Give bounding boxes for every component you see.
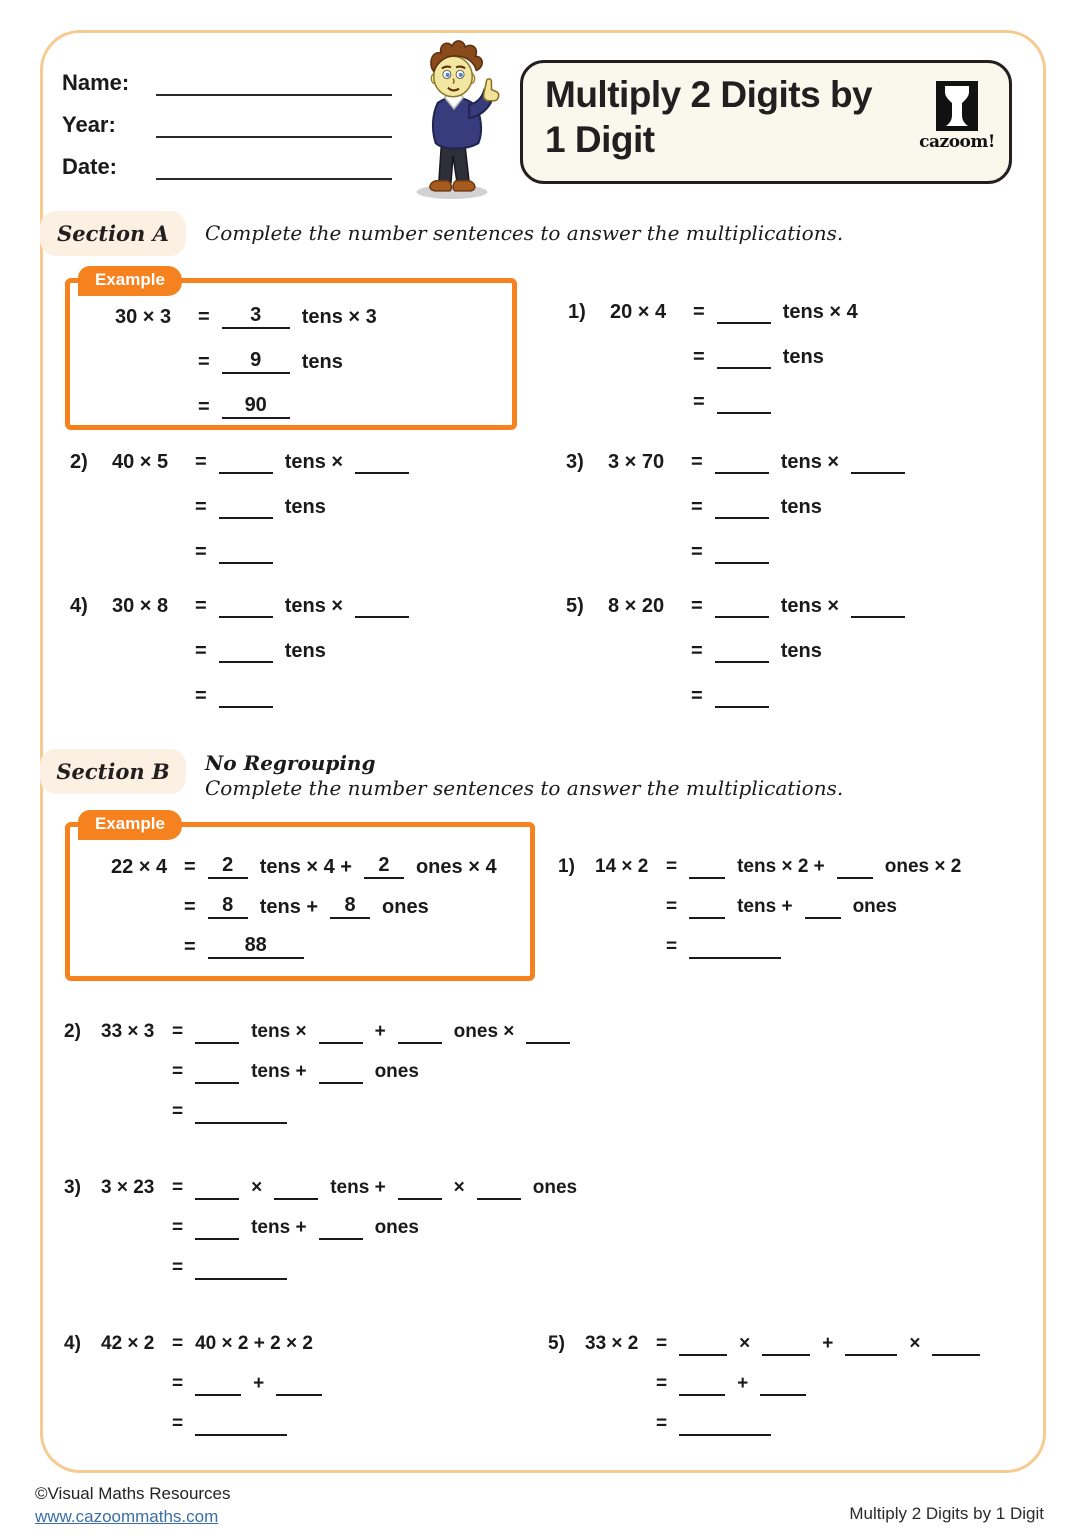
spacer (112, 707, 183, 708)
math-text: ones × 4 (415, 856, 497, 878)
math-text: tens + (259, 896, 319, 918)
spacer (558, 958, 583, 959)
math-text: = (656, 1413, 668, 1434)
spacer (115, 373, 186, 374)
year-input-line (156, 109, 392, 138)
answer-blank (805, 893, 841, 919)
math-text: tens × 4 + (259, 856, 352, 878)
answer-blank (195, 1018, 239, 1044)
problem-b2 (64, 1018, 570, 1138)
section-b-subtitle: No Regrouping (205, 751, 376, 775)
answer-blank (195, 1370, 241, 1396)
math-text: = (656, 1373, 668, 1394)
math-text: × (251, 1177, 263, 1198)
answer-blank (319, 1018, 363, 1044)
answer-blank (689, 933, 781, 959)
footer-copyright: ©Visual Maths Resources (35, 1484, 231, 1503)
math-text: = (691, 640, 703, 662)
footer-left (35, 1482, 231, 1528)
section-a-header (40, 211, 186, 256)
math-text: 2) (70, 451, 88, 473)
math-text: tens + (737, 896, 793, 917)
math-text: tens (284, 496, 326, 518)
answer-blank (274, 1174, 318, 1200)
math-text: 3 × 70 (608, 451, 665, 473)
section-a-instruction: Complete the number sentences to answer the multiplications. (205, 221, 844, 245)
number-sentence-line (568, 298, 858, 324)
math-text: 3) (566, 451, 584, 473)
example-tab: Example (78, 810, 182, 840)
answer-blank (219, 592, 273, 618)
math-text: tens (780, 496, 822, 518)
answer-blank (717, 298, 771, 324)
math-text: + (253, 1373, 265, 1394)
section-a-label: Section A (57, 221, 169, 246)
section-a-example-lines (70, 283, 512, 419)
math-text: = (656, 1333, 668, 1354)
math-text: + (822, 1333, 834, 1354)
math-text: × (453, 1177, 465, 1198)
answer-blank (715, 448, 769, 474)
answer-blank (219, 448, 273, 474)
number-sentence-line (566, 493, 905, 519)
math-text: = (172, 1177, 184, 1198)
math-text: = (195, 640, 207, 662)
mascot-boy-illustration (406, 38, 502, 205)
math-text: 1) (568, 301, 586, 323)
spacer (585, 1435, 644, 1436)
number-sentence-line (111, 893, 530, 919)
answer-blank (195, 1058, 239, 1084)
spacer (112, 518, 183, 519)
math-text: = (184, 896, 196, 918)
math-text: = (172, 1217, 184, 1238)
answer-blank (715, 493, 769, 519)
spacer (558, 918, 583, 919)
spacer (64, 1395, 89, 1396)
math-text: 20 × 4 (610, 301, 667, 323)
number-sentence-line (566, 448, 905, 474)
spacer (568, 413, 598, 414)
number-sentence-line (548, 1330, 980, 1356)
answer-blank (398, 1018, 442, 1044)
number-sentence-line (558, 933, 961, 959)
math-text: = (693, 346, 705, 368)
spacer (566, 518, 596, 519)
spacer (610, 413, 681, 414)
math-text: = (693, 301, 705, 323)
answer-value: 8 (330, 893, 370, 919)
answer-blank (355, 448, 409, 474)
spacer (112, 662, 183, 663)
math-text: 4) (64, 1333, 81, 1354)
spacer (608, 662, 679, 663)
spacer (608, 707, 679, 708)
answer-blank (219, 493, 273, 519)
answer-value: 3 (222, 303, 290, 329)
example-tab: Example (78, 266, 182, 296)
math-text: = (691, 451, 703, 473)
name-input-line (156, 67, 392, 96)
math-text: + (737, 1373, 749, 1394)
math-text: 3) (64, 1177, 81, 1198)
number-sentence-line (568, 388, 858, 414)
math-text: = (666, 896, 678, 917)
answer-blank (932, 1330, 980, 1356)
title-line-2: 1 Digit (545, 119, 655, 160)
spacer (101, 1239, 160, 1240)
number-sentence-line (70, 538, 409, 564)
answer-blank (477, 1174, 521, 1200)
math-text: = (195, 541, 207, 563)
math-text: ones × (453, 1021, 515, 1042)
answer-blank (195, 1410, 287, 1436)
number-sentence-line (64, 1410, 322, 1436)
title-line-1: Multiply 2 Digits by (545, 74, 873, 115)
math-text: = (172, 1333, 184, 1354)
spacer (64, 1083, 89, 1084)
math-text: 33 × 3 (101, 1021, 155, 1042)
number-sentence-line (64, 1058, 570, 1084)
number-sentence-line (566, 592, 905, 618)
number-sentence-line (64, 1018, 570, 1044)
math-text: tens + (251, 1217, 307, 1238)
math-text: = (691, 685, 703, 707)
answer-blank (851, 448, 905, 474)
math-text: = (172, 1101, 184, 1122)
answer-blank (715, 637, 769, 663)
spacer (548, 1395, 573, 1396)
answer-blank (219, 637, 273, 663)
math-text: = (172, 1257, 184, 1278)
answer-blank (762, 1330, 810, 1356)
math-text: = (666, 856, 678, 877)
math-text: 5) (566, 595, 584, 617)
math-text: 42 × 2 (101, 1333, 155, 1354)
number-sentence-line (64, 1214, 577, 1240)
math-text: = (195, 496, 207, 518)
problem-a3 (566, 448, 905, 583)
math-text: tens × (284, 451, 344, 473)
math-text: tens (780, 640, 822, 662)
answer-blank (319, 1214, 363, 1240)
year-field-row (62, 108, 392, 138)
logo-drum-icon (936, 81, 978, 131)
spacer (70, 518, 100, 519)
math-text: tens × (780, 451, 840, 473)
answer-value: 8 (208, 893, 248, 919)
answer-blank (355, 592, 409, 618)
answer-value: 88 (208, 933, 304, 959)
math-text: tens × (284, 595, 344, 617)
spacer (111, 958, 172, 959)
answer-blank (526, 1018, 570, 1044)
math-text: ones × 2 (884, 856, 962, 877)
answer-blank (195, 1254, 287, 1280)
title-box (520, 60, 1012, 184)
number-sentence-line (558, 853, 961, 879)
spacer (64, 1435, 89, 1436)
spacer (111, 918, 172, 919)
number-sentence-line (115, 348, 512, 374)
number-sentence-line (115, 303, 512, 329)
answer-value: 2 (364, 853, 404, 879)
name-label: Name: (62, 70, 130, 95)
section-b-instruction: Complete the number sentences to answer the multiplications. (205, 776, 844, 800)
answer-blank (689, 893, 725, 919)
number-sentence-line (566, 682, 905, 708)
worksheet-title (545, 72, 872, 162)
answer-blank (845, 1330, 897, 1356)
answer-blank (195, 1214, 239, 1240)
spacer (64, 1279, 89, 1280)
number-sentence-line (70, 448, 409, 474)
spacer (64, 1123, 89, 1124)
math-text: = (691, 496, 703, 518)
spacer (112, 563, 183, 564)
math-text: tens × (251, 1021, 307, 1042)
math-text: tens (301, 351, 343, 373)
answer-blank (319, 1058, 363, 1084)
spacer (70, 563, 100, 564)
answer-value: 2 (208, 853, 248, 879)
answer-blank (760, 1370, 806, 1396)
problem-b4 (64, 1330, 322, 1450)
answer-blank (717, 388, 771, 414)
answer-blank (276, 1370, 322, 1396)
math-text: = (691, 595, 703, 617)
year-label: Year: (62, 112, 116, 137)
answer-blank (679, 1370, 725, 1396)
answer-value: 90 (222, 393, 290, 419)
math-text: 2) (64, 1021, 81, 1042)
math-text: = (172, 1373, 184, 1394)
math-text: = (172, 1021, 184, 1042)
math-text: 22 × 4 (111, 856, 168, 878)
math-text: = (172, 1413, 184, 1434)
problem-a1 (568, 298, 858, 433)
answer-value: 9 (222, 348, 290, 374)
spacer (608, 518, 679, 519)
math-text: tens (782, 346, 824, 368)
number-sentence-line (64, 1370, 322, 1396)
cazoom-logo (919, 81, 995, 152)
answer-blank (679, 1330, 727, 1356)
answer-blank (679, 1410, 771, 1436)
math-text: = (666, 936, 678, 957)
spacer (70, 707, 100, 708)
math-text: = (195, 595, 207, 617)
math-text: × (909, 1333, 921, 1354)
spacer (70, 662, 100, 663)
math-text: 40 × 5 (112, 451, 169, 473)
math-text: 5) (548, 1333, 565, 1354)
spacer (610, 368, 681, 369)
spacer (568, 368, 598, 369)
math-text: 30 × 3 (115, 306, 172, 328)
number-sentence-line (548, 1410, 980, 1436)
number-sentence-line (70, 682, 409, 708)
math-text: 8 × 20 (608, 595, 665, 617)
number-sentence-line (64, 1098, 570, 1124)
spacer (101, 1083, 160, 1084)
date-label: Date: (62, 154, 118, 179)
math-text: = (184, 856, 196, 878)
spacer (64, 1239, 89, 1240)
math-text: × (739, 1333, 751, 1354)
spacer (115, 418, 186, 419)
math-text: 3 × 23 (101, 1177, 155, 1198)
spacer (595, 958, 654, 959)
problem-a2 (70, 448, 409, 583)
answer-blank (851, 592, 905, 618)
answer-blank (195, 1098, 287, 1124)
spacer (101, 1395, 160, 1396)
number-sentence-line (566, 637, 905, 663)
number-sentence-line (70, 493, 409, 519)
answer-blank (717, 343, 771, 369)
number-sentence-line (558, 893, 961, 919)
spacer (101, 1435, 160, 1436)
spacer (566, 707, 596, 708)
spacer (101, 1279, 160, 1280)
logo-wordmark: cazoom! (919, 132, 995, 152)
math-text: 1) (558, 856, 575, 877)
date-field-row (62, 150, 392, 180)
problem-b3 (64, 1174, 577, 1294)
answer-blank (219, 682, 273, 708)
math-text: ones (374, 1061, 419, 1082)
math-text: = (195, 685, 207, 707)
math-text: ones (532, 1177, 578, 1198)
footer-website-link[interactable]: www.cazoommaths.com (35, 1507, 219, 1526)
answer-blank (398, 1174, 442, 1200)
number-sentence-line (548, 1370, 980, 1396)
spacer (566, 662, 596, 663)
answer-blank (715, 592, 769, 618)
section-b-label: Section B (56, 759, 170, 784)
section-b-example-box (65, 814, 535, 981)
spacer (585, 1395, 644, 1396)
section-b-header (40, 749, 186, 794)
math-text: = (198, 351, 210, 373)
math-text: tens + (251, 1061, 307, 1082)
name-field-row (62, 66, 392, 96)
number-sentence-line (70, 592, 409, 618)
math-text: tens + (330, 1177, 386, 1198)
number-sentence-line (111, 853, 530, 879)
math-text: tens × 2 + (737, 856, 825, 877)
number-sentence-line (64, 1174, 577, 1200)
answer-blank (715, 538, 769, 564)
problem-b1 (558, 853, 961, 973)
number-sentence-line (111, 933, 530, 959)
math-text: = (198, 306, 210, 328)
math-text: tens × 4 (782, 301, 858, 323)
math-text: tens × 3 (301, 306, 377, 328)
number-sentence-line (568, 343, 858, 369)
math-text: = (693, 391, 705, 413)
math-text: = (198, 396, 210, 418)
spacer (608, 563, 679, 564)
answer-blank (715, 682, 769, 708)
math-text: = (195, 451, 207, 473)
answer-blank (837, 853, 873, 879)
number-sentence-line (115, 393, 512, 419)
spacer (101, 1123, 160, 1124)
math-text: 40 × 2 + 2 × 2 (195, 1333, 313, 1354)
math-text: ones (382, 896, 429, 918)
math-text: = (691, 541, 703, 563)
answer-blank (219, 538, 273, 564)
spacer (548, 1435, 573, 1436)
math-text: = (172, 1061, 184, 1082)
math-text: 33 × 2 (585, 1333, 639, 1354)
math-text: 14 × 2 (595, 856, 649, 877)
number-sentence-line (64, 1330, 322, 1356)
problem-a5 (566, 592, 905, 727)
footer-doc-title: Multiply 2 Digits by 1 Digit (849, 1504, 1044, 1523)
answer-blank (689, 853, 725, 879)
math-text: + (374, 1021, 386, 1042)
spacer (595, 918, 654, 919)
date-input-line (156, 151, 392, 180)
problem-b5 (548, 1330, 980, 1450)
math-text: = (184, 936, 196, 958)
section-a-example-box (65, 270, 517, 430)
math-text: ones (852, 896, 897, 917)
number-sentence-line (64, 1254, 577, 1280)
math-text: tens (284, 640, 326, 662)
number-sentence-line (566, 538, 905, 564)
number-sentence-line (70, 637, 409, 663)
math-text: 30 × 8 (112, 595, 169, 617)
problem-a4 (70, 592, 409, 727)
math-text: 4) (70, 595, 88, 617)
math-text: tens × (780, 595, 840, 617)
spacer (566, 563, 596, 564)
section-b-example-lines (70, 827, 530, 959)
math-text: ones (374, 1217, 419, 1238)
answer-blank (195, 1174, 239, 1200)
